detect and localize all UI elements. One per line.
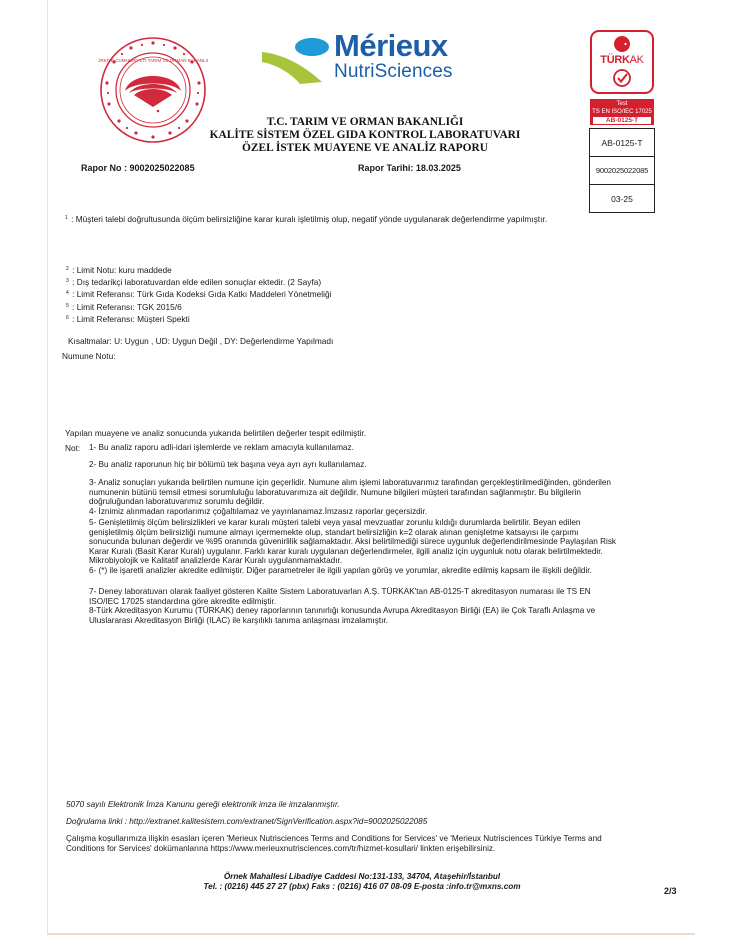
company-address: Örnek Mahallesi Libadiye Caddesi No:131-133, 34704, Ataşehir/İstanbul Tel. : (0216) 445 27 27 (pbx) Faks : (0216) 416 07 08-09 E-posta :info.tr@mxns.com <box>203 872 521 891</box>
note-7: 7- Deney laboratuvarı olarak faaliyet gösteren Kalite Sistem Laboratuvarları A.Ş. TÜRKAK'tan AB-0125-T akreditasyon numarası ile TS EN ISO/IEC 17025 standardına göre akredite edilmiştir. <box>89 587 591 606</box>
footnote-item: $^6$ : Limit Referansı: Müşteri Spekti <box>66 313 190 324</box>
merieux-nutrisciences-logo <box>260 28 510 87</box>
footnote-list <box>66 264 331 325</box>
page-edge <box>47 0 48 934</box>
report-title: T.C. TARIM VE ORMAN BAKANLIĞI KALİTE SİSTEM ÖZEL GIDA KONTROL LABORATUVARI ÖZEL İSTEK MUAYENE VE ANALİZ RAPORU <box>209 116 521 154</box>
notes-7-8 <box>89 587 619 625</box>
verification-line: Doğrulama linki : http://extranet.kalitesistem.com/extranet/SignVerification.aspx?id=9002025022085 <box>66 817 428 826</box>
brand-subname: NutriSciences <box>334 61 453 82</box>
footnote-item: $^2$ : Limit Notu: kuru maddede <box>66 265 172 275</box>
footnote-1: $^1$ : Müşteri talebi doğrultusunda ölçüm belirsizliğine karar kuralı işletilmiş olup, negatif yönde uygulanarak değerlendirme yapılmıştır. <box>65 214 548 224</box>
report-number: Rapor No : 9002025022085 <box>81 163 195 173</box>
report-number-cell: 9002025022085 <box>590 157 655 185</box>
result-statement: Yapılan muayene ve analiz sonucunda yukarıda belirtilen değerler tespit edilmiştir. <box>65 428 367 438</box>
note-1: 1- Bu analiz raporu adli-idari işlemlerde ve reklam amacıyla kullanılamaz. <box>89 443 354 452</box>
terms-statement: Çalışma koşullarımıza ilişkin esasları içeren 'Merieux Nutrisciences Terms and Conditions for Services' ve 'Merieux Nutrisciences Türkiye Terms and Conditions for Services' dokümanlarına https://www.merieuxnutrisciences.com/tr/hizmet-kosullari/ linkten erişebilirsiniz. <box>66 834 602 853</box>
notes-label: Not: <box>65 443 81 453</box>
brand-name: Mérieux <box>334 28 448 63</box>
note-2: 2- Bu analiz raporunun hiç bir bölümü tek başına veya ayrı ayrı kullanılamaz. <box>89 460 367 469</box>
page-edge <box>47 933 695 935</box>
e-signature-statement: 5070 sayılı Elektronik İmza Kanunu gereği elektronik imza ile imzalanmıştır. <box>66 800 340 809</box>
footnote-item: $^4$ : Limit Referansı: Türk Gıda Kodeksi Gıda Katkı Maddeleri Yönetmeliği <box>66 289 332 300</box>
footnote-item: $^5$ : Limit Referansı: TGK 2015/6 <box>66 301 182 312</box>
verification-link[interactable]: http://extranet.kalitesistem.com/extranet/SignVerification.aspx?id=9002025022085 <box>129 817 428 826</box>
turkak-wordmark: TÜRKAK <box>600 54 644 66</box>
note-6: 6- (*) ile işaretli analizler akredite edilmiştir. Diğer parametreler ile ilgili yapılan görüş ve yorumlar, akredite edilmiş kapsam ile ilişkili değildir. <box>89 565 592 575</box>
note-5: 5- Genişletilmiş ölçüm belirsizlikleri ve karar kuralı müşteri talebi veya yasal mevzuatlar zorunlu kıldığı durumlarda belirtilir. Beyan edilen genişletilmiş ölçüm belirsizliği numune almayı içermemekte olup, standart belirsizliğin k=2 olarak alınan genişletme katsayısı ile çarpımı sonucunda bulunan değerdir ve %95 oranında güvenirlilik sağlamaktadır. Aksi belirtilmediği sürece uygunluk değerlendirilmesinde Paylaşılan Risk Karar Kuralı (Basit Karar Kuralı) uygulanır. Farklı karar kuralı uygulanan değerlendirmeler, ilgili analiz için uygunluk notu olarak belirtilmektedir. Mikrobiyolojik ve Kalitatif analizlerde Karar Kuralı uygulanmamaktadır. <box>89 518 617 566</box>
footnote-item: $^3$ : Dış tedarikçi laboratuvardan elde edilen sonuçlar ektedir. (2 Sayfa) <box>66 277 322 288</box>
notes-3-4 <box>89 478 619 516</box>
page-number: 2/3 <box>664 886 677 896</box>
report-id-table <box>589 128 655 213</box>
note-8: 8-Türk Akreditasyon Kurumu (TÜRKAK) deney raporlarının tanınırlığı konusunda Avrupa Akreditasyon Birliği (EA) ile Çok Taraflı Anlaşma ve Uluslararası Akreditasyon Birliği (ILAC) ile karşılıklı tanıma anlaşması imzalamıştır. <box>89 606 596 625</box>
turkak-logo <box>590 30 654 94</box>
note-3: 3- Analiz sonuçları yukarıda belirtilen numune için geçerlidir. Numune alım işlemi laboratuvarımız tarafından gerçekleştirilmediğinden, gönderilen numunenin bütünü temsil etmesi sorumluluğu laboratuvarımıza ait değildir. Numune bilgileri müşteri tarafından sağlanmıştır. Bu bilgilerin doğruluğundan laboratuvarımız sorumlu değildir. <box>89 478 611 507</box>
svg-text:TÜRKİYE CUMHURİYETİ TARIM VE O: TÜRKİYE CUMHURİYETİ TARIM VE ORMAN BAKANLIĞI <box>98 58 208 63</box>
sample-note: Numune Notu: <box>62 351 116 361</box>
accreditation-number: AB-0125-T <box>593 117 651 124</box>
abbreviations: Kısaltmalar: U: Uygun , UD: Uygun Değil , DY: Değerlendirme Yapılmadı <box>68 336 334 346</box>
accreditation-band: Test TS EN ISO/IEC 17025 AB-0125-T <box>590 99 654 125</box>
notes-5-6 <box>89 518 619 576</box>
accreditation-code: AB-0125-T <box>590 129 655 157</box>
report-date: Rapor Tarihi: 18.03.2025 <box>358 163 461 173</box>
revision-code: 03-25 <box>590 185 655 213</box>
note-4: 4- İznimiz alınmadan raporlarımız çoğaltılamaz ve yayınlanamaz.İmzasız raporlar geçersizdir. <box>89 506 428 516</box>
